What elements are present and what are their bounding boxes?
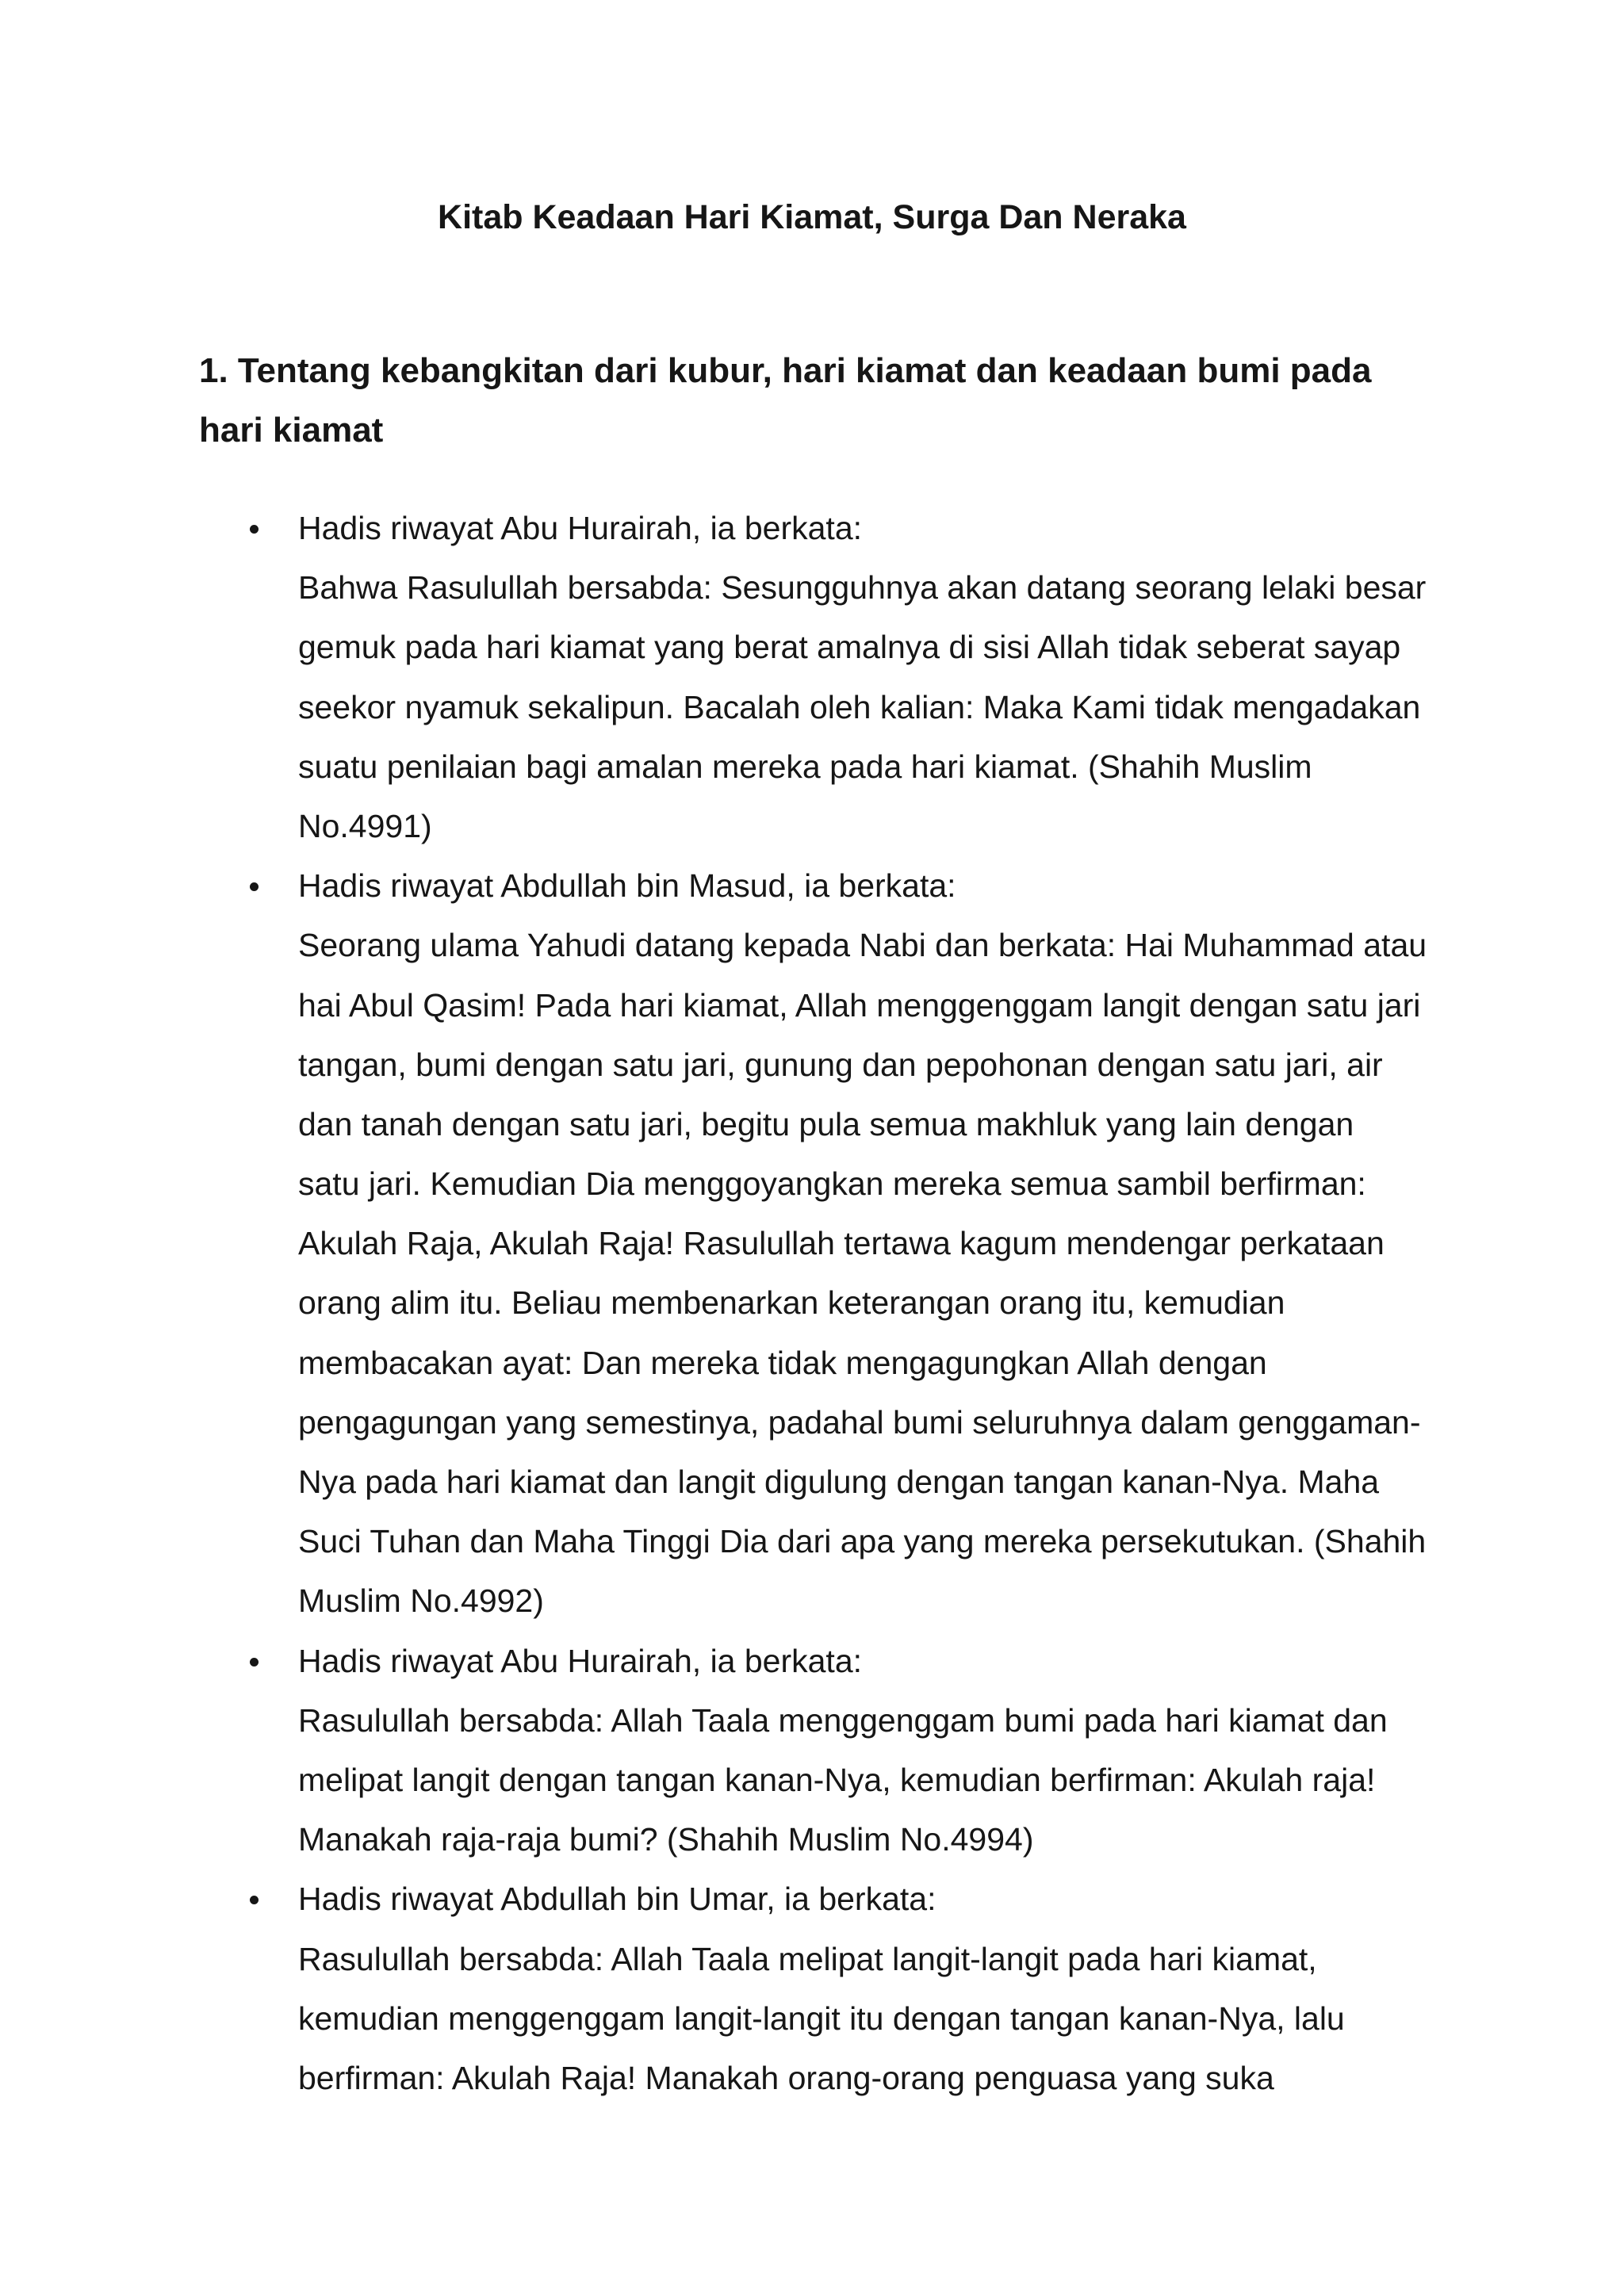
hadith-text-line: orang alim itu. Beliau membenarkan keterangan orang itu, kemudian: [298, 1284, 1285, 1322]
hadith-text-line: Muslim No.4992): [298, 1582, 544, 1620]
hadith-text-line: Nya pada hari kiamat dan langit digulung dengan tangan kanan-Nya. Maha: [298, 1464, 1380, 1500]
hadith-text-line: suatu penilaian bagi amalan mereka pada hari kiamat. (Shahih Muslim: [298, 748, 1312, 785]
hadith-text-line: gemuk pada hari kiamat yang berat amalnya di sisi Allah tidak seberat sayap: [298, 629, 1401, 666]
document-title: Kitab Keadaan Hari Kiamat, Surga Dan Neraka: [438, 198, 1186, 236]
hadith-intro: Hadis riwayat Abu Hurairah, ia berkata:: [298, 510, 863, 546]
hadith-text-line: membacakan ayat: Dan mereka tidak mengagungkan Allah dengan: [298, 1344, 1267, 1381]
bullet-marker: [250, 1658, 259, 1667]
hadith-text-line: Manakah raja-raja bumi? (Shahih Muslim No.4994): [298, 1821, 1034, 1858]
hadith-text-line: Suci Tuhan dan Maha Tinggi Dia dari apa yang mereka persekutukan. (Shahih: [298, 1523, 1427, 1560]
hadith-item: [298, 1632, 1427, 1870]
hadith-item: [298, 1869, 1427, 2108]
bullet-marker: [250, 882, 259, 891]
hadith-intro: Hadis riwayat Abdullah bin Masud, ia berkata:: [298, 867, 956, 905]
section-heading: [199, 341, 1371, 460]
hadith-text-line: Akulah Raja, Akulah Raja! Rasulullah tertawa kagum mendengar perkataan: [298, 1225, 1385, 1262]
hadith-text-line: seekor nyamuk sekalipun. Bacalah oleh kalian: Maka Kami tidak mengadakan: [298, 688, 1421, 725]
section-heading-line: 1. Tentang kebangkitan dari kubur, hari kiamat dan keadaan bumi pada: [199, 351, 1372, 390]
hadith-item: [298, 856, 1427, 1631]
hadith-text-line: pengagungan yang semestinya, padahal bumi seluruhnya dalam genggaman-: [298, 1403, 1421, 1441]
section-heading-line: hari kiamat: [199, 411, 384, 450]
hadith-item: [298, 499, 1427, 856]
hadith-intro: Hadis riwayat Abu Hurairah, ia berkata:: [298, 1642, 863, 1679]
hadith-text-line: No.4991): [298, 807, 432, 844]
hadith-text-line: Rasulullah bersabda: Allah Taala melipat langit-langit pada hari kiamat,: [298, 1940, 1317, 1977]
hadith-text-line: hai Abul Qasim! Pada hari kiamat, Allah menggenggam langit dengan satu jari: [298, 986, 1421, 1024]
hadith-text-line: berfirman: Akulah Raja! Manakah orang-orang penguasa yang suka: [298, 2059, 1274, 2096]
bullet-marker: [250, 525, 259, 534]
hadith-list: [298, 499, 1427, 2108]
hadith-text-line: Rasulullah bersabda: Allah Taala menggenggam bumi pada hari kiamat dan: [298, 1701, 1388, 1739]
hadith-text-line: Bahwa Rasulullah bersabda: Sesungguhnya akan datang seorang lelaki besar: [298, 569, 1427, 607]
hadith-intro: Hadis riwayat Abdullah bin Umar, ia berkata:: [298, 1881, 936, 1918]
hadith-text-line: Seorang ulama Yahudi datang kepada Nabi dan berkata: Hai Muhammad atau: [298, 927, 1427, 964]
bullet-marker: [250, 1896, 259, 1904]
hadith-text-line: tangan, bumi dengan satu jari, gunung dan pepohonan dengan satu jari, air: [298, 1046, 1383, 1083]
hadith-text-line: melipat langit dengan tangan kanan-Nya, kemudian berfirman: Akulah raja!: [298, 1761, 1376, 1798]
hadith-text-line: kemudian menggenggam langit-langit itu dengan tangan kanan-Nya, lalu: [298, 1999, 1345, 2037]
hadith-text-line: satu jari. Kemudian Dia menggoyangkan mereka semua sambil berfirman:: [298, 1165, 1366, 1203]
hadith-text-line: dan tanah dengan satu jari, begitu pula semua makhluk yang lain dengan: [298, 1105, 1354, 1142]
